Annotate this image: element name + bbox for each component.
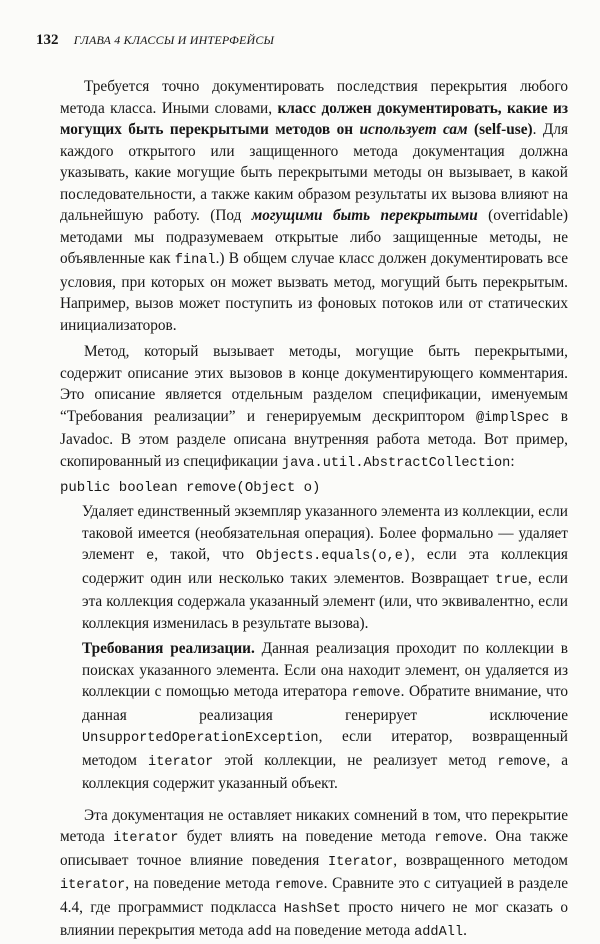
javadoc-quote: [82, 501, 568, 795]
code-inline: addAll: [414, 925, 464, 940]
page-number: 132: [36, 32, 59, 48]
running-header: [36, 32, 564, 48]
code-inline: remove: [434, 831, 484, 846]
code-inline: final: [174, 253, 216, 268]
emphasis-bold: (self-use): [467, 121, 533, 138]
method-signature: public boolean remove(Object o): [60, 480, 321, 496]
code-inline: Iterator: [327, 854, 394, 870]
code-inline: java.util.AbstractCollection: [281, 455, 511, 471]
code-inline: e: [146, 549, 155, 564]
code-inline: remove: [497, 754, 547, 770]
page-body: [60, 76, 568, 944]
emphasis-bold-italic: использует сам: [359, 121, 468, 138]
paragraph-conclusion: Эта документация не оставляет никаких сомнений в том, что перекрытие метода iterator будет влиять на поведение метода remove. Она также описывает точное влияние поведения Iterator, возвращенного методом iterator, на поведение метода remove. Сравните это с ситуацией в разделе 4.4, где программист подкласса HashSet просто ничего не мог сказать о влиянии перекрытия метода add на поведение метода addAll.: [60, 806, 569, 940]
code-inline: Objects.equals(o,e): [256, 549, 412, 564]
code-inline: remove: [274, 878, 324, 893]
running-title: ГЛАВА 4 КЛАССЫ И ИНТЕРФЕЙСЫ: [73, 33, 275, 47]
code-inline: add: [247, 925, 272, 940]
code-inline: iterator: [60, 878, 126, 893]
paragraph-implspec: Метод, который вызывает методы, могущие быть перекрытыми, содержит описание этих вызовов в конце документирующего комментария. Это описание является отдельным разделом спецификации, именуемым “Требования реализации” и генерируемым дескриптором @implSpec в Javadoc. В этом разделе описана внутренняя работа метода. Вот пример, скопированный из спецификации java.util.AbstractCollection:: [60, 343, 568, 471]
code-inline: @implSpec: [476, 410, 550, 426]
code-inline: remove: [351, 686, 401, 701]
code-inline: UnsupportedOperationException: [82, 731, 319, 746]
quote-paragraph-impl-requirements: Требования реализации. Данная реализация проходит по коллекции в поисках указанного элемента. Если она находит элемент, он удаляется из коллекции с помощью метода итератора remove. Обратите внимание, что данная реализация генерирует исключение UnsupportedOperationException, если итератор, возвращенный методом iterator этой коллекции, не реализует метод remove, а коллекция содержит указанный объект.: [82, 640, 568, 792]
code-inline: iterator: [148, 754, 214, 770]
impl-requirements-heading: Требования реализации.: [82, 640, 255, 657]
emphasis-bold-italic: могущими быть перекрытыми: [251, 207, 478, 224]
code-inline: true: [495, 572, 528, 588]
code-inline: HashSet: [283, 901, 341, 917]
quote-paragraph-description: Удаляет единственный экземпляр указанного элемента из коллекции, если таковой имеется (необязательная операция). Более формально — удаляет элемент e, такой, что Objects.equals(o,e), если эта коллекция содержит один или несколько таких элементов. Возвращает true, если эта коллекция содержала указанный элемент (или, что эквивалентно, если коллекция изменилась в результате вызова).: [82, 503, 568, 632]
emphasis-bold: класс должен документировать, какие из могущих быть перекрытыми методов он: [60, 99, 568, 138]
paragraph-override-docs: Требуется точно документировать последствия перекрытия любого метода класса. Иными словами, класс должен документировать, какие из могущих быть перекрытыми методов он использует сам (self-use). Для каждого открытого или защищенного метода документация должна указывать, какие могущие быть перекрытыми методы он вызывает, в какой последовательности, а также каким образом результаты их вызова влияют на дальнейшую работу. (Под могущими быть перекрытыми (overridable) методами мы подразумеваем открытые либо защищенные методы, не объявленные как final.) В общем случае класс должен документировать все условия, при которых он может вызвать метод, могущий быть перекрытым. Например, вызов может поступить из фоновых потоков или от статических инициализаторов.: [60, 78, 569, 334]
code-inline: iterator: [113, 831, 179, 846]
